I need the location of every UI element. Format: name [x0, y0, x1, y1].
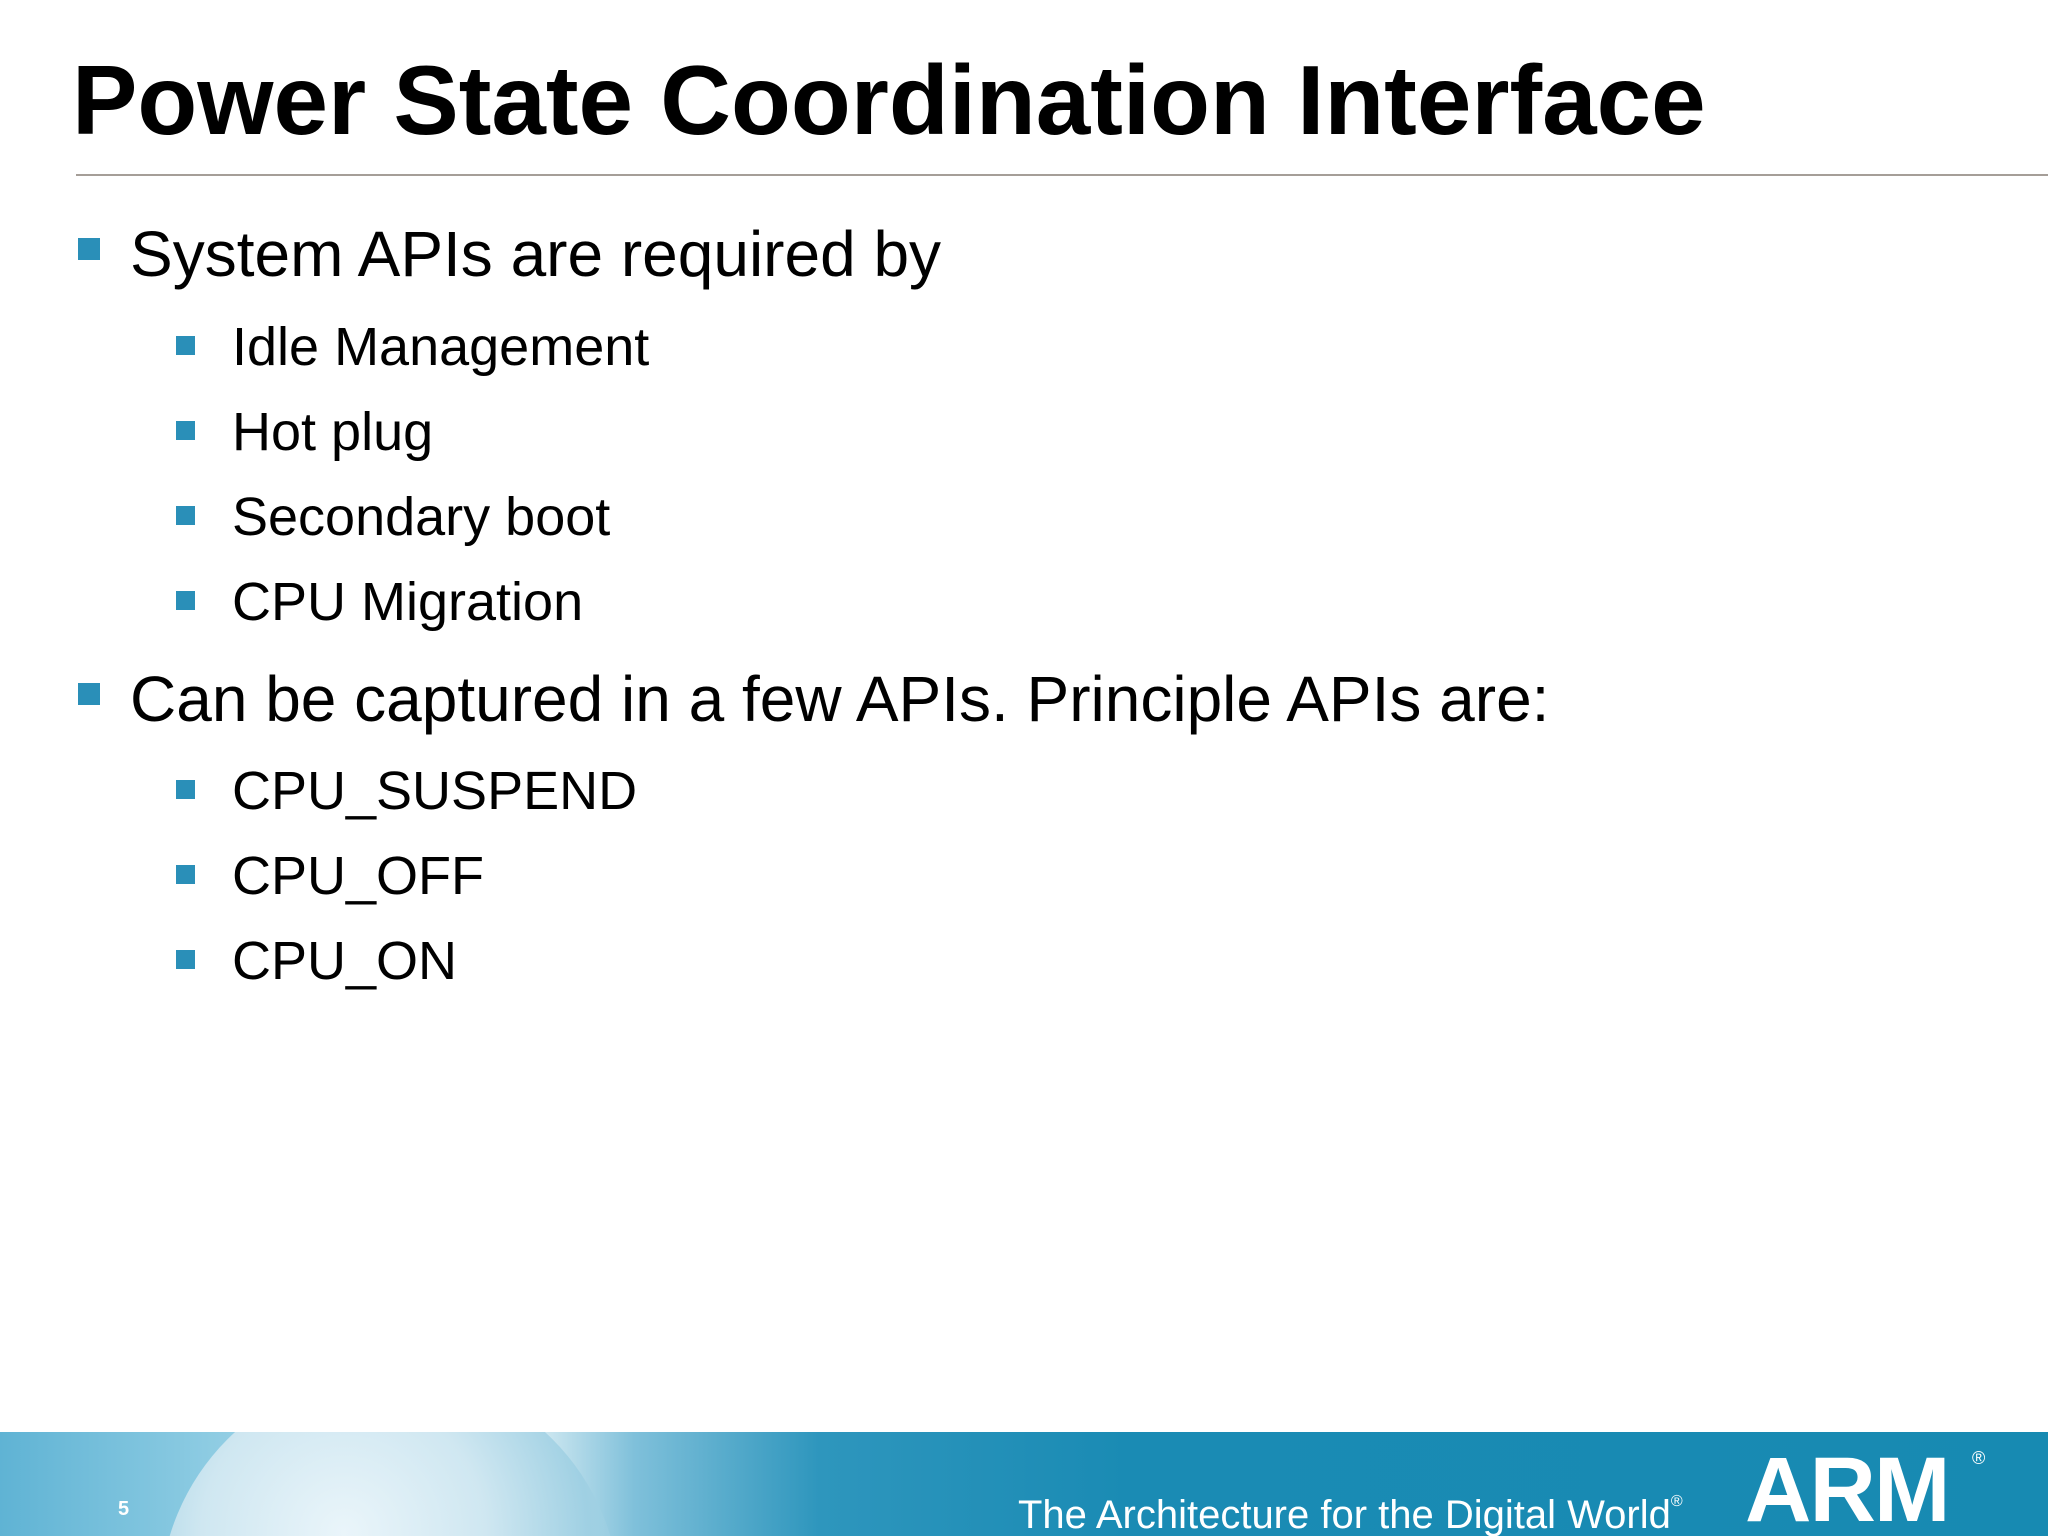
tagline-text: The Architecture for the Digital World [1018, 1493, 1671, 1536]
sub-bullet-item: CPU_SUSPEND [232, 761, 638, 821]
square-bullet-icon [176, 421, 195, 440]
sub-bullet-item: Hot plug [232, 402, 434, 462]
globe-graphic [160, 1432, 620, 1536]
square-bullet-icon [78, 683, 100, 705]
sub-bullet-item: CPU Migration [232, 572, 584, 632]
sub-bullet-item: CPU_ON [232, 931, 458, 991]
square-bullet-icon [176, 865, 195, 884]
square-bullet-icon [176, 591, 195, 610]
bullet-item: Can be captured in a few APIs. Principle APIs are: [130, 663, 1550, 735]
square-bullet-icon [176, 950, 195, 969]
square-bullet-icon [78, 238, 100, 260]
registered-mark: ® [1670, 1493, 1683, 1510]
sub-bullet-item: Idle Management [232, 317, 650, 377]
square-bullet-icon [176, 506, 195, 525]
footer-tagline [1018, 1478, 1683, 1536]
slide-title: Power State Coordination Interface [72, 45, 1706, 155]
arm-logo: ARM [1745, 1439, 1949, 1536]
square-bullet-icon [176, 780, 195, 799]
sub-bullet-item: Secondary boot [232, 487, 611, 547]
square-bullet-icon [176, 336, 195, 355]
page-number: 5 [118, 1498, 130, 1520]
sub-bullet-item: CPU_OFF [232, 846, 485, 906]
logo-registered-mark: ® [1972, 1448, 1986, 1468]
bullet-item: System APIs are required by [130, 218, 942, 290]
